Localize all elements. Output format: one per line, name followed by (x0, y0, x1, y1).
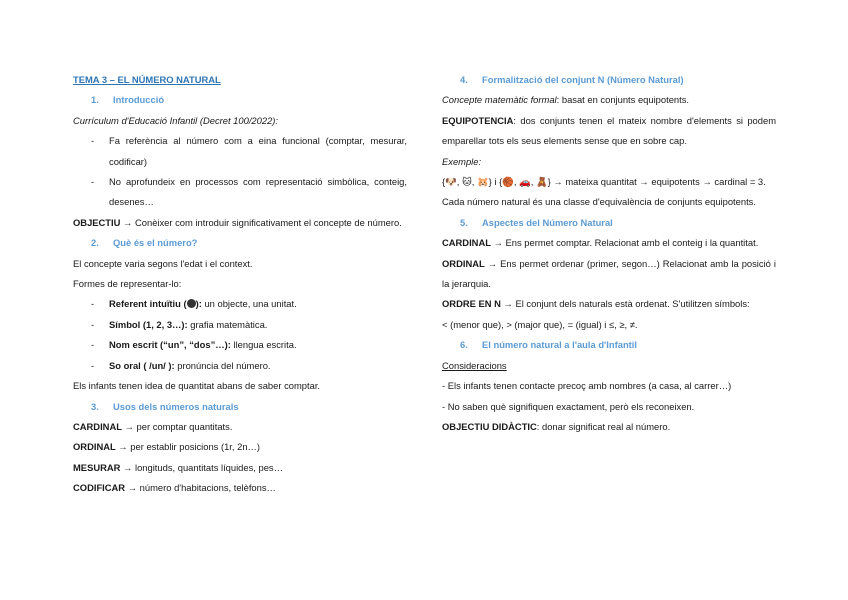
bullet-label: Referent intuïtiu ( (109, 298, 187, 310)
section-number: 3. (91, 400, 99, 412)
list-item (73, 172, 407, 213)
bullet-text: grafia matemàtica. (187, 318, 268, 330)
use-item-mesurar (73, 458, 407, 478)
section-title: Introducció (113, 94, 165, 106)
example-text: {🐶, 🐱, 🐹} i {🏀, 🚗, 🧸} → mateixa quantitat → equipotents → cardinal = 3. (442, 176, 766, 188)
section-number: 6. (460, 339, 468, 351)
section-heading-3 (73, 397, 407, 417)
black-circle-icon (187, 299, 196, 308)
bullet-label: Símbol (1, 2, 3…): (109, 318, 188, 330)
consideration-item: - Els infants tenen contacte precoç amb nombres (a casa, al carrer…) (442, 380, 732, 392)
list-item (73, 356, 407, 376)
list-item (73, 294, 407, 314)
bullet-text: pronúncia del número. (174, 359, 271, 371)
ordinal-text: → Ens permet ordenar (primer, segon…) Relacionat amb la posició i la jerarquia. (442, 257, 776, 290)
section-number: 4. (460, 74, 468, 85)
section-number: 1. (91, 94, 99, 106)
right-column (442, 70, 776, 437)
section-heading-4 (442, 70, 776, 90)
section-heading-1 (73, 90, 407, 110)
order-label: ORDRE EN N (442, 298, 501, 310)
objective-text: → Conèixer com introduir significativament el concepte de número. (120, 216, 402, 228)
consideration-item: - No saben què signifiquen exactament, però els reconeixen. (442, 400, 695, 412)
document-title: TEMA 3 – EL NÚMERO NATURAL (73, 74, 221, 85)
use-text: → per establir posicions (1r, 2n…) (115, 441, 261, 453)
section-title: El número natural a l'aula d'Infantil (482, 339, 638, 351)
bullet-dash: - (91, 318, 95, 330)
curriculum-text: Currículum d'Educació Infantil (Decret 100/2022): (73, 114, 279, 126)
equipotency-paragraph (442, 111, 776, 152)
symbols-text: < (menor que), > (major que), = (igual) i ≤, ≥, ≠. (442, 318, 638, 330)
paragraph: Cada número natural és una classe d'equivalència de conjunts equipotents. (442, 196, 756, 208)
formal-concept-label: Concepte matemàtic formal (442, 94, 557, 106)
bullet-label-end: ): (195, 298, 202, 310)
formal-concept-text: : basat en conjunts equipotents. (556, 94, 690, 106)
cardinal-label: CARDINAL (442, 237, 491, 249)
use-item-ordinal (73, 437, 407, 457)
use-text: → número d'habitacions, telèfons… (125, 482, 276, 494)
section-title: Formalització del conjunt N (Número Natural) (482, 74, 684, 85)
section-title: Usos dels números naturals (113, 400, 239, 412)
list-item (73, 315, 407, 335)
left-column (73, 70, 407, 499)
section-heading-5 (442, 213, 776, 233)
bullet-text: No aprofundeix en processos com representació simbòlica, conteig, desenes… (109, 176, 407, 208)
paragraph: Els infants tenen idea de quantitat abans de saber comptar. (73, 380, 321, 392)
section-heading-2 (73, 233, 407, 253)
bullet-dash: - (91, 339, 95, 351)
section-heading-6 (442, 335, 776, 355)
didactic-objective-label: OBJECTIU DIDÀCTIC (442, 420, 537, 432)
use-text: → longituds, quantitats líquides, pes… (120, 461, 283, 473)
objective-label: OBJECTIU (73, 216, 121, 228)
formal-concept (442, 90, 776, 110)
considerations-heading: Consideracions (442, 359, 507, 371)
list-item (73, 131, 407, 172)
didactic-objective-text: : donar significat real al número. (536, 420, 671, 432)
section-number: 2. (91, 237, 99, 249)
use-text: → per comptar quantitats. (121, 420, 233, 432)
objective-paragraph (73, 213, 407, 233)
bullet-text: un objecte, una unitat. (201, 298, 297, 310)
equipotency-text: : dos conjunts tenen el mateix nombre d'elements si podem emparellar tots els seus elements sense que en sobre cap. (442, 114, 776, 147)
bullet-text: Fa referència al número com a eina funcional (comptar, mesurar, codificar) (109, 135, 407, 167)
bullet-dash: - (91, 176, 95, 188)
ordinal-paragraph (442, 254, 776, 295)
didactic-objective (442, 417, 776, 437)
bullet-text: llengua escrita. (230, 339, 297, 351)
section-title: Què és el número? (113, 237, 198, 249)
use-label: MESURAR (73, 461, 121, 473)
section-number: 5. (460, 216, 468, 228)
order-text: → El conjunt dels naturals està ordenat. S'utilitzen símbols: (500, 298, 750, 310)
section-title: Aspectes del Número Natural (482, 216, 613, 228)
example-label: Exemple: (442, 155, 482, 167)
bullet-label: So oral ( /un/ ): (109, 359, 175, 371)
use-label: CARDINAL (73, 420, 122, 432)
equipotency-label: EQUIPOTENCIA (442, 114, 514, 126)
list-item (73, 335, 407, 355)
paragraph: El concepte varia segons l'edat i el context. (73, 257, 253, 269)
paragraph: Formes de representar-lo: (73, 278, 182, 290)
ordinal-label: ORDINAL (442, 257, 485, 269)
use-item-codificar (73, 478, 407, 498)
bullet-label: Nom escrit (“un”, “dos”…): (109, 339, 231, 351)
use-label: CODIFICAR (73, 482, 126, 494)
use-label: ORDINAL (73, 441, 116, 453)
bullet-dash: - (91, 298, 95, 310)
order-paragraph (442, 294, 776, 314)
bullet-dash: - (91, 135, 95, 147)
cardinal-paragraph (442, 233, 776, 253)
bullet-dash: - (91, 359, 95, 371)
cardinal-text: → Ens permet comptar. Relacionat amb el conteig i la quantitat. (490, 237, 759, 249)
use-item-cardinal (73, 417, 407, 437)
